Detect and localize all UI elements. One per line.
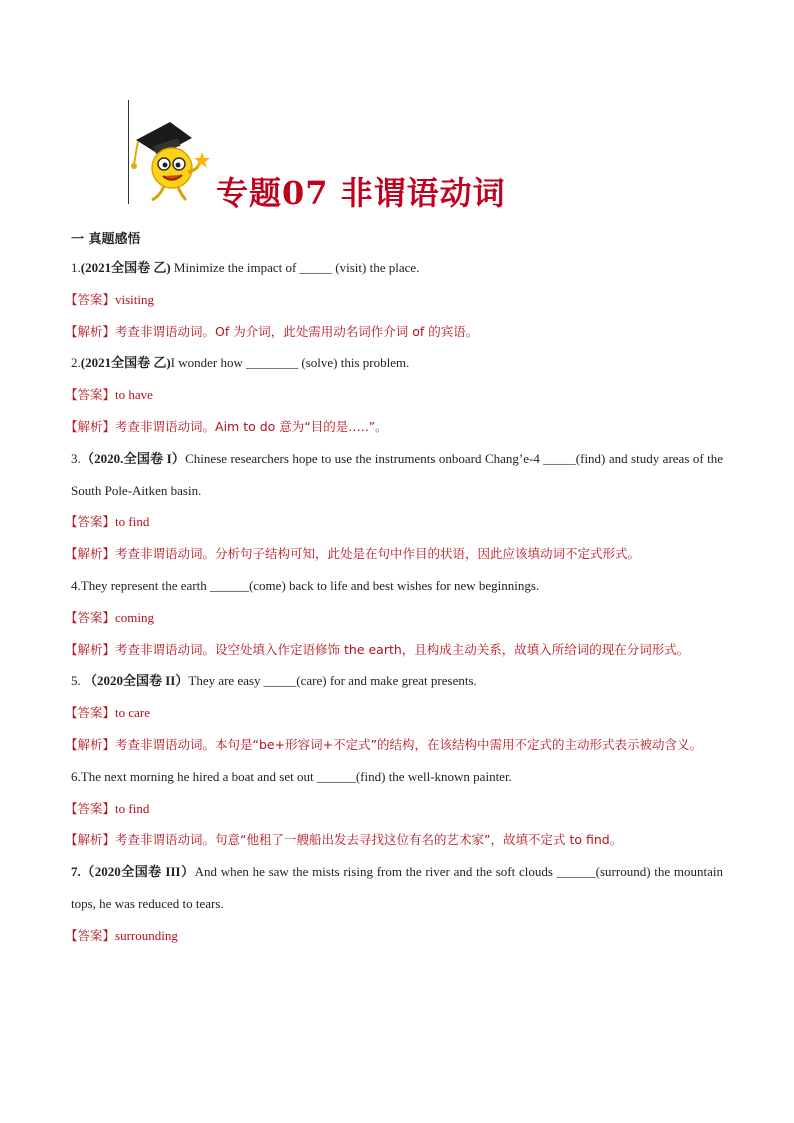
document-body <box>65 228 723 952</box>
question-item: 3.（2020.全国卷 I）Chinese researchers hope to use the instruments onboard Chang’e-4 _____(find) and study areas of the South Pole-Aitken basin. <box>71 450 723 498</box>
explanation-line: 【解析】考查非谓语动词。Aim to do 意为“目的是…..”。 <box>65 418 388 434</box>
question-item: 1.(2021全国卷 乙) Minimize the impact of _____ (visit) the place. <box>71 260 420 275</box>
question-item: 2.(2021全国卷 乙)I wonder how ________ (solve) this problem. <box>71 355 410 371</box>
answer-line: 【答案】to find <box>65 514 150 530</box>
explanation-line: 【解析】考查非谓语动词。设空处填入作定语修饰 the earth，且构成主动关系，故填入所给词的现在分词形式。 <box>65 641 690 657</box>
question-item: 4.They represent the earth ______(come) back to life and best wishes for new beginnings. <box>71 577 540 593</box>
graduate-mascot-icon <box>130 100 210 205</box>
page-header <box>0 0 794 220</box>
answer-line: 【答案】surrounding <box>65 927 178 943</box>
section-title: 一 真题感悟 <box>71 232 141 247</box>
question-item: 5. （2020全国卷 II）They are easy _____(care) for and make great presents. <box>71 673 477 689</box>
page-title: 专题07 非谓语动词 <box>216 174 506 212</box>
answer-line: 【答案】to have <box>65 387 153 403</box>
explanation-line: 【解析】考查非谓语动词。本句是“be+形容词+不定式”的结构，在该结构中需用不定式的主动形式表示被动含义。 <box>65 736 703 752</box>
answer-line: 【答案】coming <box>65 609 155 625</box>
explanation-line: 【解析】考查非谓语动词。句意“他租了一艘船出发去寻找这位有名的艺术家”，故填不定式 to find。 <box>65 832 623 848</box>
explanation-line: 【解析】考查非谓语动词。分析句子结构可知，此处是在句中作目的状语，因此应该填动词不定式形式。 <box>65 546 641 562</box>
answer-line: 【答案】to care <box>65 705 151 721</box>
answer-line: 【答案】visiting <box>65 291 155 307</box>
explanation-line: 【解析】考查非谓语动词。Of 为介词，此处需用动名词作介词 of 的宾语。 <box>65 323 479 339</box>
question-item: 7.（2020全国卷 III）And when he saw the mists rising from the river and the soft clouds ______(surround) the mountain tops, he was reduced to tears. <box>71 864 723 911</box>
question-item: 6.The next morning he hired a boat and set out ______(find) the well-known painter. <box>71 768 512 784</box>
answer-line: 【答案】to find <box>65 800 150 816</box>
header-divider <box>128 100 129 204</box>
